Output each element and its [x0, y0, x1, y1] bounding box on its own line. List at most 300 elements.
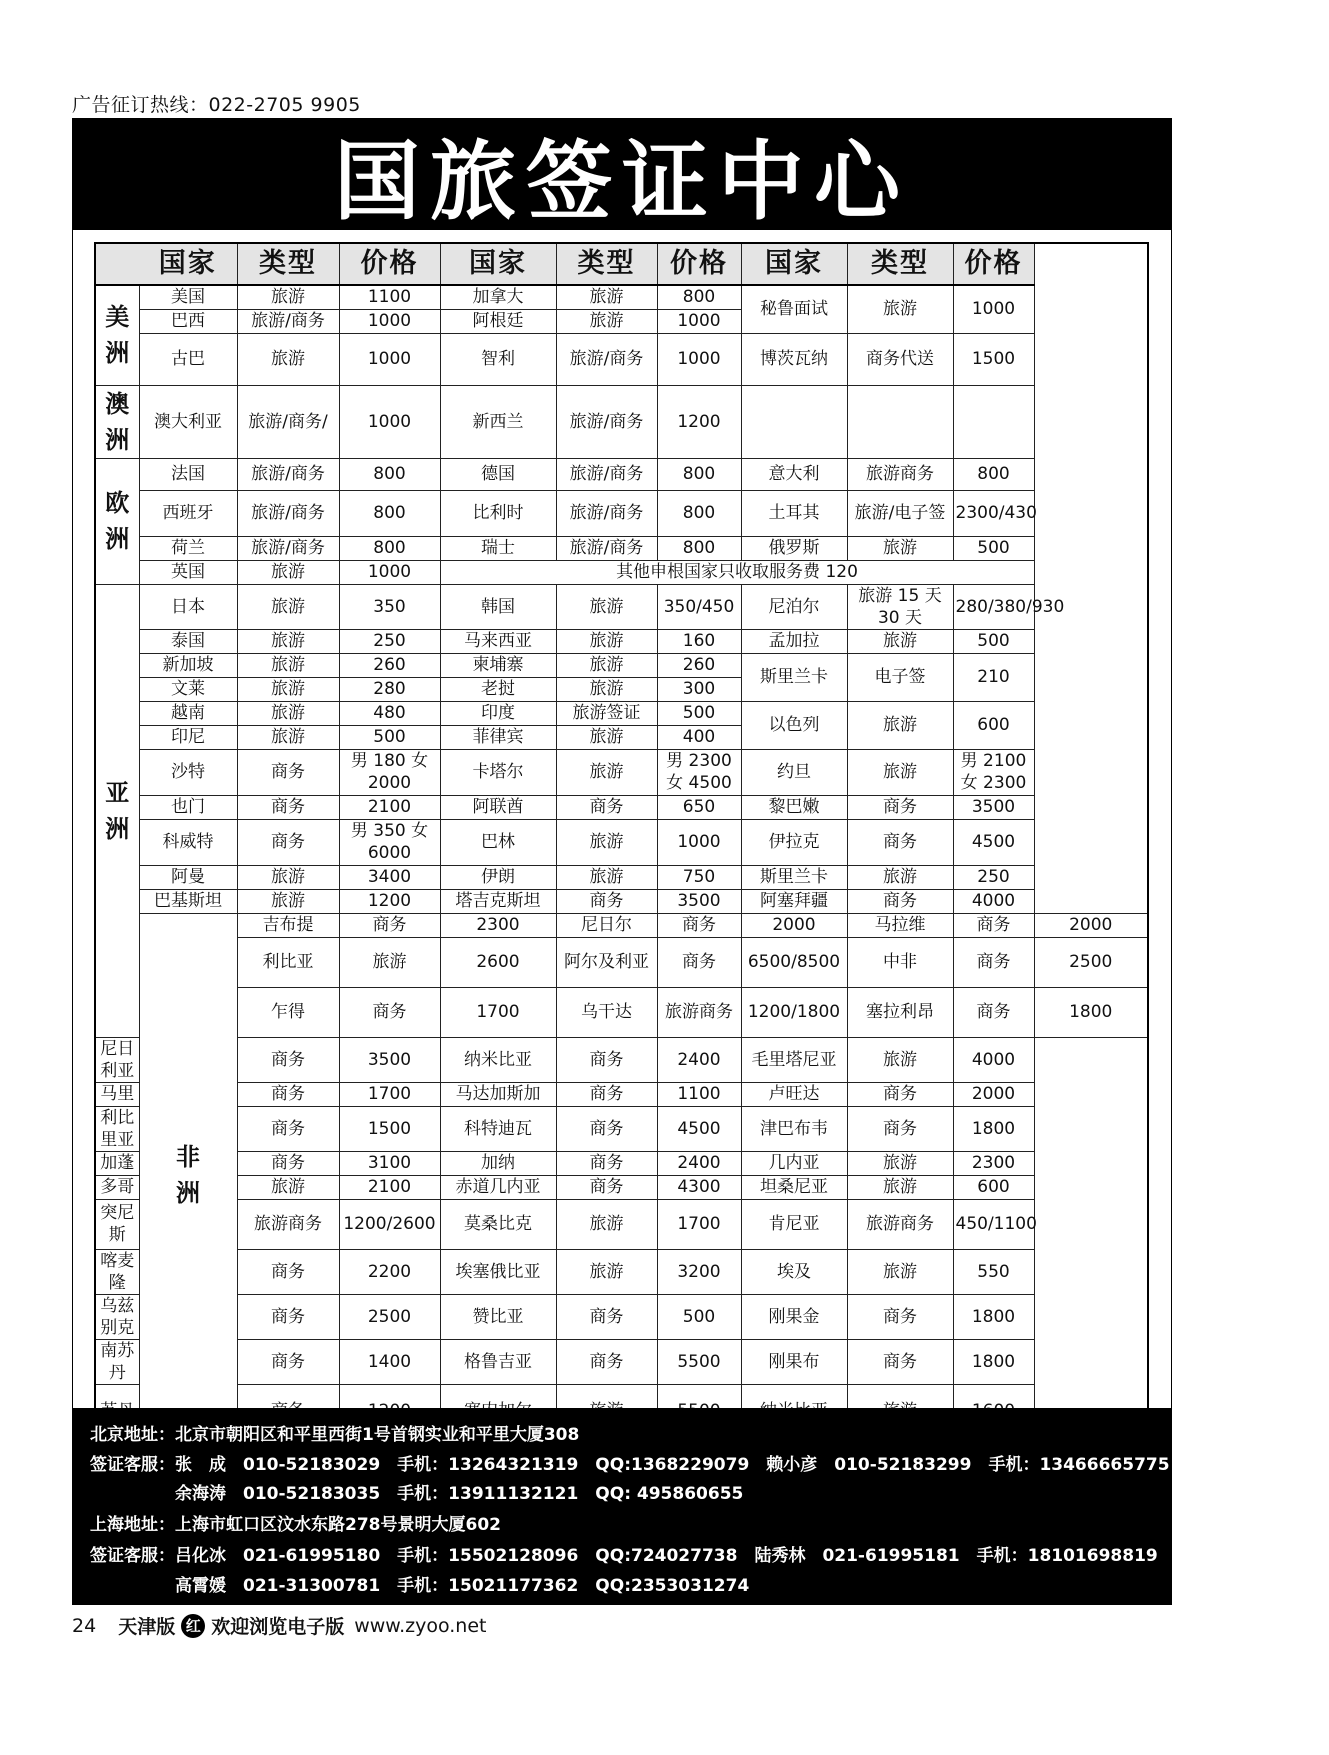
table-row — [95, 701, 1148, 725]
cell: 商务 — [847, 819, 953, 865]
cell: 纳米比亚 — [440, 1037, 556, 1082]
page-number: 24 — [72, 1614, 97, 1637]
cell: 旅游 — [556, 584, 657, 629]
cell: 商务 — [657, 913, 741, 937]
cell: 1700 — [339, 1082, 440, 1106]
cell: 旅游 — [556, 725, 657, 749]
cell: 1200 — [339, 889, 440, 913]
cell: 商务 — [657, 937, 741, 987]
cell: 商务 — [847, 1294, 953, 1339]
contact-panel — [72, 1408, 1329, 1605]
cell: 1100 — [657, 1082, 741, 1106]
cell: 马来西亚 — [440, 629, 556, 653]
cell: 4500 — [657, 1106, 741, 1151]
table-row — [95, 865, 1148, 889]
cell: 旅游商务 — [657, 987, 741, 1037]
cell: 旅游 — [847, 285, 953, 333]
cell: 澳大利亚 — [139, 385, 237, 458]
ad-hotline: 广告征订热线：022-2705 9905 — [72, 94, 361, 116]
cell: 阿尔及利亚 — [556, 937, 657, 987]
cell: 中非 — [847, 937, 953, 987]
cell: 商务 — [556, 1082, 657, 1106]
cell: 旅游 — [556, 677, 657, 701]
visa-price-table — [94, 242, 1149, 1439]
cell: 旅游 — [847, 749, 953, 795]
header-country: 国家 — [741, 243, 847, 285]
cell: 也门 — [139, 795, 237, 819]
cell: 塞拉利昂 — [847, 987, 953, 1037]
cell: 280 — [339, 677, 440, 701]
cell: 旅游 — [237, 725, 339, 749]
cell: 商务 — [237, 1106, 339, 1151]
cell: 巴西 — [139, 309, 237, 333]
cell: 商务 — [953, 987, 1034, 1037]
cell: 新加坡 — [139, 653, 237, 677]
cell: 斯里兰卡 — [741, 653, 847, 701]
cell: 商务 — [847, 795, 953, 819]
cell: 800 — [657, 536, 741, 560]
cell: 毛里塔尼亚 — [741, 1037, 847, 1082]
cell: 1000 — [339, 560, 440, 584]
table-row — [95, 749, 1148, 795]
cell: 加纳 — [440, 1151, 556, 1175]
cell: 旅游 — [556, 1249, 657, 1294]
cell: 几内亚 — [741, 1151, 847, 1175]
cell: 加蓬 — [95, 1151, 139, 1175]
cell: 旅游 — [847, 1151, 953, 1175]
cell: 750 — [657, 865, 741, 889]
header-corner — [95, 243, 139, 285]
cell: 刚果布 — [741, 1339, 847, 1384]
cell: 旅游 — [237, 653, 339, 677]
table-row — [95, 333, 1148, 385]
cell: 旅游 — [556, 285, 657, 309]
welcome-text: 欢迎浏览电子版 — [211, 1616, 345, 1638]
cell: 卢旺达 — [741, 1082, 847, 1106]
table-row — [95, 1294, 1148, 1339]
cell: 男 2100 女 2300 — [953, 749, 1034, 795]
table-row — [95, 285, 1148, 309]
cell: 商务 — [237, 819, 339, 865]
cell: 600 — [953, 1175, 1034, 1199]
cell: 旅游/商务 — [237, 490, 339, 536]
cell: 800 — [339, 490, 440, 536]
cell: 科威特 — [139, 819, 237, 865]
cell: 1800 — [1034, 987, 1148, 1037]
cell: 旅游 — [237, 333, 339, 385]
table-row — [95, 458, 1148, 490]
cell: 旅游 — [847, 701, 953, 749]
cell: 1800 — [953, 1106, 1034, 1151]
cell: 阿塞拜疆 — [741, 889, 847, 913]
cell — [953, 385, 1034, 458]
cell: 3500 — [953, 795, 1034, 819]
header-price: 价格 — [339, 243, 440, 285]
cell: 1800 — [953, 1294, 1034, 1339]
cell: 商务代送 — [847, 333, 953, 385]
table-row — [95, 1199, 1148, 1249]
cell: 2300 — [440, 913, 556, 937]
cell: 莫桑比克 — [440, 1199, 556, 1249]
cell: 800 — [657, 458, 741, 490]
cell: 旅游 — [237, 1175, 339, 1199]
cell: 男 180 女 2000 — [339, 749, 440, 795]
cell: 伊拉克 — [741, 819, 847, 865]
beijing-address: 北京地址：北京市朝阳区和平里西街1号首钢实业和平里大厦308 — [90, 1425, 580, 1445]
cell: 商务 — [847, 1339, 953, 1384]
cell: 1100 — [339, 285, 440, 309]
cell: 巴基斯坦 — [139, 889, 237, 913]
cell: 2400 — [657, 1151, 741, 1175]
schengen-note: 其他申根国家只收取服务费 120 — [440, 560, 1034, 584]
cell: 旅游/电子签 — [847, 490, 953, 536]
cell: 450/1100 — [953, 1199, 1034, 1249]
cell: 伊朗 — [440, 865, 556, 889]
cell: 科特迪瓦 — [440, 1106, 556, 1151]
cell: 商务 — [556, 1294, 657, 1339]
cell: 300 — [657, 677, 741, 701]
cell: 2000 — [953, 1082, 1034, 1106]
cell: 旅游商务 — [847, 1199, 953, 1249]
cell: 突尼斯 — [95, 1199, 139, 1249]
cell: 500 — [657, 701, 741, 725]
table-row — [95, 584, 1148, 629]
cell: 旅游 — [237, 584, 339, 629]
cell: 商务 — [339, 987, 440, 1037]
cell: 商务 — [556, 889, 657, 913]
cell: 商务 — [237, 1339, 339, 1384]
table-row — [95, 1151, 1148, 1175]
cell: 2100 — [339, 1175, 440, 1199]
cell: 电子签 — [847, 653, 953, 701]
cell: 旅游 — [237, 629, 339, 653]
cell: 瑞士 — [440, 536, 556, 560]
cell: 阿曼 — [139, 865, 237, 889]
region-africa: 非洲 — [139, 913, 237, 1438]
cell: 商务 — [237, 795, 339, 819]
cell: 旅游/商务 — [556, 536, 657, 560]
table-row — [95, 490, 1148, 536]
cell: 埃及 — [741, 1249, 847, 1294]
cell: 2300 — [953, 1151, 1034, 1175]
cell: 280/380/930 — [953, 584, 1034, 629]
cell: 旅游/商务 — [237, 309, 339, 333]
cell: 650 — [657, 795, 741, 819]
cell: 乌干达 — [556, 987, 657, 1037]
cell: 4000 — [953, 889, 1034, 913]
table-row — [95, 385, 1148, 458]
cell: 2400 — [657, 1037, 741, 1082]
table-row — [95, 1339, 1148, 1384]
cell: 吉布提 — [237, 913, 339, 937]
cell: 4300 — [657, 1175, 741, 1199]
shanghai-service-1: 签证客服：吕化冰 021-61995180 手机：15502128096 QQ:724027738 陆秀林 021-61995181 手机：18101698819 QQ:2974659336 — [90, 1546, 1329, 1566]
cell: 1500 — [339, 1106, 440, 1151]
beijing-service-2: 余海涛 010-52183035 手机：13911132121 QQ: 495860655 — [90, 1484, 744, 1504]
header-country: 国家 — [139, 243, 237, 285]
cell: 约旦 — [741, 749, 847, 795]
cell: 菲律宾 — [440, 725, 556, 749]
shanghai-address: 上海地址：上海市虹口区汶水东路278号景明大厦602 — [90, 1515, 501, 1535]
cell: 350/450 — [657, 584, 741, 629]
cell: 尼泊尔 — [741, 584, 847, 629]
cell: 英国 — [139, 560, 237, 584]
cell: 商务 — [953, 913, 1034, 937]
region-oceania: 澳洲 — [95, 385, 139, 458]
cell: 越南 — [139, 701, 237, 725]
beijing-service-1: 签证客服：张 成 010-52183029 手机：13264321319 QQ:1368229079 赖小彦 010-52183299 手机：13466665775 QQ:113417035 — [90, 1455, 1329, 1475]
cell: 旅游/商务 — [556, 333, 657, 385]
cell: 800 — [657, 285, 741, 309]
cell: 喀麦隆 — [95, 1249, 139, 1294]
cell: 肯尼亚 — [741, 1199, 847, 1249]
cell: 500 — [953, 629, 1034, 653]
cell: 古巴 — [139, 333, 237, 385]
cell: 旅游 — [556, 1199, 657, 1249]
cell: 480 — [339, 701, 440, 725]
cell: 商务 — [556, 1106, 657, 1151]
cell: 商务 — [237, 1082, 339, 1106]
cell: 800 — [339, 458, 440, 490]
cell: 比利时 — [440, 490, 556, 536]
table-row — [95, 1175, 1148, 1199]
cell: 秘鲁面试 — [741, 285, 847, 333]
cell: 3500 — [339, 1037, 440, 1082]
cell: 津巴布韦 — [741, 1106, 847, 1151]
cell: 赞比亚 — [440, 1294, 556, 1339]
cell: 马达加斯加 — [440, 1082, 556, 1106]
cell — [847, 385, 953, 458]
region-europe: 欧洲 — [95, 458, 139, 584]
table-row — [95, 889, 1148, 913]
cell: 马拉维 — [847, 913, 953, 937]
cell: 乌兹别克 — [95, 1294, 139, 1339]
cell: 旅游 — [847, 536, 953, 560]
title-banner — [72, 118, 1172, 230]
cell: 孟加拉 — [741, 629, 847, 653]
cell: 3100 — [339, 1151, 440, 1175]
page-title: 国旅签证中心 — [334, 132, 910, 232]
cell: 法国 — [139, 458, 237, 490]
cell: 800 — [339, 536, 440, 560]
header-type: 类型 — [556, 243, 657, 285]
cell: 泰国 — [139, 629, 237, 653]
site-url[interactable]: www.zyoo.net — [354, 1614, 487, 1637]
cell: 1000 — [339, 385, 440, 458]
cell: 2200 — [339, 1249, 440, 1294]
cell: 商务 — [847, 1106, 953, 1151]
hong-logo-icon: 红 — [181, 1614, 205, 1638]
cell: 商务 — [556, 1151, 657, 1175]
cell: 塔吉克斯坦 — [440, 889, 556, 913]
cell: 400 — [657, 725, 741, 749]
cell: 1700 — [657, 1199, 741, 1249]
cell: 商务 — [556, 1175, 657, 1199]
cell: 商务 — [556, 1339, 657, 1384]
cell: 马里 — [95, 1082, 139, 1106]
cell: 博茨瓦纳 — [741, 333, 847, 385]
table-row — [95, 1106, 1148, 1151]
cell: 1000 — [953, 285, 1034, 333]
cell: 旅游 — [237, 677, 339, 701]
cell: 1500 — [953, 333, 1034, 385]
cell: 老挝 — [440, 677, 556, 701]
cell: 加拿大 — [440, 285, 556, 309]
cell: 1800 — [953, 1339, 1034, 1384]
cell: 商务 — [556, 1037, 657, 1082]
cell: 210 — [953, 653, 1034, 701]
cell: 商务 — [847, 1082, 953, 1106]
cell: 格鲁吉亚 — [440, 1339, 556, 1384]
table-row — [95, 819, 1148, 865]
cell: 赤道几内亚 — [440, 1175, 556, 1199]
table-row — [95, 987, 1148, 1037]
cell: 韩国 — [440, 584, 556, 629]
cell: 旅游/商务 — [237, 536, 339, 560]
cell: 商务 — [237, 1037, 339, 1082]
cell: 3500 — [657, 889, 741, 913]
cell: 意大利 — [741, 458, 847, 490]
cell: 旅游 — [556, 653, 657, 677]
cell: 沙特 — [139, 749, 237, 795]
header-type: 类型 — [847, 243, 953, 285]
cell: 4500 — [953, 819, 1034, 865]
cell: 2600 — [440, 937, 556, 987]
cell: 旅游 — [847, 1175, 953, 1199]
cell: 500 — [657, 1294, 741, 1339]
cell: 男 350 女 6000 — [339, 819, 440, 865]
cell: 旅游 — [339, 937, 440, 987]
cell: 商务 — [237, 1294, 339, 1339]
cell: 男 2300 女 4500 — [657, 749, 741, 795]
header-price: 价格 — [953, 243, 1034, 285]
cell: 1200 — [657, 385, 741, 458]
cell: 巴林 — [440, 819, 556, 865]
cell: 商务 — [556, 795, 657, 819]
cell: 阿联酋 — [440, 795, 556, 819]
cell: 旅游/商务 — [237, 458, 339, 490]
cell: 1000 — [339, 333, 440, 385]
cell: 1200/1800 — [741, 987, 847, 1037]
cell: 旅游 — [237, 865, 339, 889]
table-row — [95, 560, 1148, 584]
table-row — [95, 653, 1148, 677]
table-header — [95, 243, 1148, 285]
cell: 商务 — [953, 937, 1034, 987]
cell: 斯里兰卡 — [741, 865, 847, 889]
cell: 2500 — [339, 1294, 440, 1339]
cell: 俄罗斯 — [741, 536, 847, 560]
cell: 旅游/商务 — [556, 490, 657, 536]
cell: 500 — [339, 725, 440, 749]
table-row — [95, 1037, 1148, 1082]
header-price: 价格 — [657, 243, 741, 285]
cell: 1000 — [657, 333, 741, 385]
cell: 卡塔尔 — [440, 749, 556, 795]
cell: 1000 — [339, 309, 440, 333]
cell: 160 — [657, 629, 741, 653]
cell: 600 — [953, 701, 1034, 749]
cell: 德国 — [440, 458, 556, 490]
cell: 旅游 — [847, 865, 953, 889]
header-country: 国家 — [440, 243, 556, 285]
edition-label: 天津版 — [118, 1616, 176, 1638]
cell: 旅游 — [237, 889, 339, 913]
cell: 刚果金 — [741, 1294, 847, 1339]
cell: 柬埔寨 — [440, 653, 556, 677]
cell: 旅游 — [556, 819, 657, 865]
cell: 旅游 — [237, 285, 339, 309]
cell: 260 — [657, 653, 741, 677]
table-row — [95, 913, 1148, 937]
cell: 1200/2600 — [339, 1199, 440, 1249]
cell: 500 — [953, 536, 1034, 560]
cell: 尼日利亚 — [95, 1037, 139, 1082]
cell: 尼日尔 — [556, 913, 657, 937]
cell: 1000 — [657, 819, 741, 865]
cell: 商务 — [237, 749, 339, 795]
cell: 利比亚 — [237, 937, 339, 987]
cell: 坦桑尼亚 — [741, 1175, 847, 1199]
cell: 350 — [339, 584, 440, 629]
cell: 日本 — [139, 584, 237, 629]
cell: 商务 — [339, 913, 440, 937]
cell: 800 — [953, 458, 1034, 490]
table-row — [95, 937, 1148, 987]
cell: 阿根廷 — [440, 309, 556, 333]
cell: 旅游 — [556, 309, 657, 333]
cell: 3400 — [339, 865, 440, 889]
cell: 旅游 — [556, 865, 657, 889]
cell: 利比里亚 — [95, 1106, 139, 1151]
cell: 旅游商务 — [237, 1199, 339, 1249]
cell: 250 — [953, 865, 1034, 889]
cell: 旅游 — [847, 1037, 953, 1082]
cell: 南苏丹 — [95, 1339, 139, 1384]
cell — [741, 385, 847, 458]
cell: 旅游 — [237, 560, 339, 584]
cell: 多哥 — [95, 1175, 139, 1199]
region-asia: 亚洲 — [95, 584, 139, 1037]
cell: 3200 — [657, 1249, 741, 1294]
shanghai-service-2: 高霄媛 021-31300781 手机：15021177362 QQ:2353031274 — [90, 1576, 750, 1596]
cell: 250 — [339, 629, 440, 653]
cell: 商务 — [237, 1249, 339, 1294]
cell: 旅游签证 — [556, 701, 657, 725]
cell: 4000 — [953, 1037, 1034, 1082]
cell: 西班牙 — [139, 490, 237, 536]
cell: 5500 — [657, 1339, 741, 1384]
cell: 智利 — [440, 333, 556, 385]
cell: 6500/8500 — [741, 937, 847, 987]
table-row — [95, 629, 1148, 653]
cell: 2000 — [741, 913, 847, 937]
cell: 800 — [657, 490, 741, 536]
cell: 乍得 — [237, 987, 339, 1037]
cell: 以色列 — [741, 701, 847, 749]
cell: 旅游/商务 — [556, 385, 657, 458]
cell: 文莱 — [139, 677, 237, 701]
cell: 旅游/商务 — [556, 458, 657, 490]
cell: 黎巴嫩 — [741, 795, 847, 819]
cell: 旅游商务 — [847, 458, 953, 490]
cell: 旅游 — [556, 749, 657, 795]
cell: 旅游 — [847, 1249, 953, 1294]
cell: 商务 — [847, 889, 953, 913]
page-footer — [72, 1612, 487, 1639]
cell: 550 — [953, 1249, 1034, 1294]
cell: 土耳其 — [741, 490, 847, 536]
